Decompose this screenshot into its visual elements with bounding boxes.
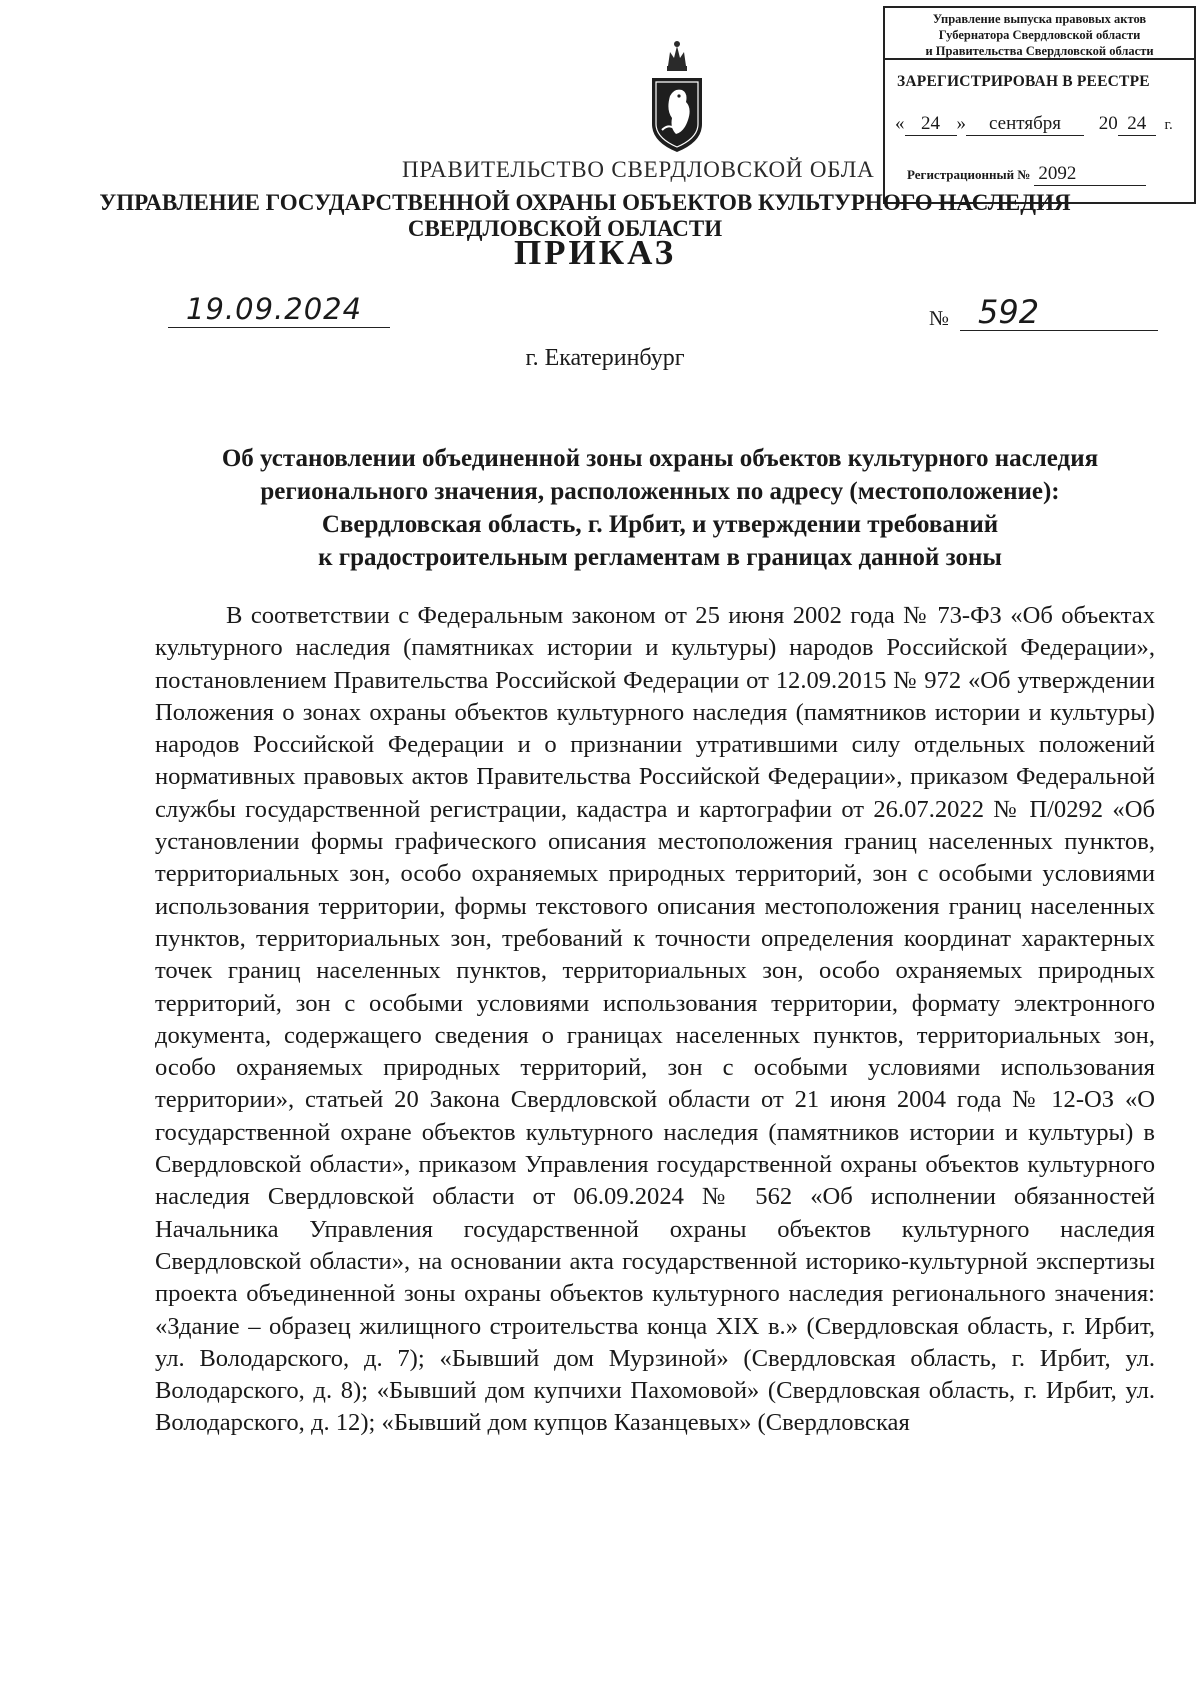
stamp-header xyxy=(885,8,1194,60)
government-title: ПРАВИТЕЛЬСТВО СВЕРДЛОВСКОЙ ОБЛА xyxy=(402,157,875,182)
stamp-number: 2092 xyxy=(1034,163,1146,186)
stamp-year-prefix: 20 xyxy=(1098,113,1118,134)
registration-stamp xyxy=(883,6,1196,204)
document-type: ПРИКАЗ xyxy=(513,233,677,272)
stamp-header-line: Управление выпуска правовых актов xyxy=(932,12,1147,26)
stamp-year-mark: г. xyxy=(1164,117,1173,133)
stamp-year-suffix: 24 xyxy=(1118,113,1156,136)
stamp-number-line xyxy=(907,163,1177,189)
stamp-month: сентября xyxy=(966,113,1084,136)
order-subject xyxy=(150,442,1170,574)
coat-of-arms-icon xyxy=(648,38,706,154)
stamp-registered-label: ЗАРЕГИСТРИРОВАН В РЕЕСТРЕ xyxy=(897,73,1150,90)
city: г. Екатеринбург xyxy=(525,345,685,371)
subject-line: к градостроительным регламентам в границах данной зоны xyxy=(318,544,1002,571)
stamp-header-line: и Правительства Свердловской области xyxy=(925,44,1154,58)
department-title: УПРАВЛЕНИЕ ГОСУДАРСТВЕННОЙ ОХРАНЫ ОБЪЕКТОВ КУЛЬТУРНОГО НАСЛЕДИЯ xyxy=(99,190,1071,215)
stamp-day: 24 xyxy=(905,113,957,136)
handwritten-date: 19.09.2024 xyxy=(168,290,390,328)
order-body xyxy=(155,600,1155,1440)
department-title-region: СВЕРДЛОВСКОЙ ОБЛАСТИ xyxy=(407,216,723,241)
body-paragraph: В соответствии с Федеральным законом от 25 июня 2002 года № 73-ФЗ «Об объектах культурного наследия (памятниках истории и культуры) народов Российской Федерации», постановлением Правительства Российской Федерации от 12.09.2015 № 972 «Об утверждении Положения о зонах охраны объектов культурного наследия (памятников истории и культуры) народов Российской Федерации и о признании утратившими силу отдельных положений нормативных правовых актов Правительства Российской Федерации», приказом Федеральной службы государственной регистрации, кадастра и картографии от 26.07.2022 № П/0292 «Об установлении формы графического описания местоположения границ населенных пунктов, территориальных зон, особо охраняемых природных территорий, зон с особыми условиями использования территории, формы текстового описания местоположения границ населенных пунктов, территориальных зон, требований к точности определения координат характерных точек границ населенных пунктов, территориальных зон, особо охраняемых природных территорий, зон с особыми условиями использования территории, формату электронного документа, содержащего сведения о границах населенных пунктов, территориальных зон, особо охраняемых природных территорий, зон с особыми условиями использования территории», статьей 20 Закона Свердловской области от 21 июня 2004 года № 12-ОЗ «О государственной охране объектов культурного наследия (памятников истории и культуры) в Свердловской области», приказом Управления государственной охраны объектов культурного наследия Свердловской области от 06.09.2024 № 562 «Об исполнении обязанностей Начальника Управления государственной охраны объектов культурного наследия Свердловской области», на основании акта государственной историко-культурной экспертизы проекта объединенной зоны охраны объектов культурного наследия регионального значения: «Здание – образец жилищного строительства конца XIX в.» (Свердловская область, г. Ирбит, ул. Володарского, д. 7); «Бывший дом Мурзиной» (Свердловская область, г. Ирбит, ул. Володарского, д. 8); «Бывший дом купчихи Пахомовой» (Свердловская область, г. Ирбит, ул. Володарского, д. 12); «Бывший дом купцов Казанцевых» (Свердловская xyxy=(155,602,1155,1437)
stamp-date: « 24 » сентября 20 24 г. xyxy=(895,113,1173,134)
handwritten-order-number: 592 xyxy=(960,294,1158,331)
subject-line: регионального значения, расположенных по адресу (местоположение): xyxy=(260,478,1060,505)
subject-line: Об установлении объединенной зоны охраны объектов культурного наследия xyxy=(221,445,1099,472)
stamp-header-line: Губернатора Свердловской области xyxy=(938,28,1141,42)
subject-line: Свердловская область, г. Ирбит, и утверждении требований xyxy=(321,511,999,538)
stamp-number-label: Регистрационный № xyxy=(907,167,1031,182)
order-number-label: № xyxy=(929,306,950,330)
